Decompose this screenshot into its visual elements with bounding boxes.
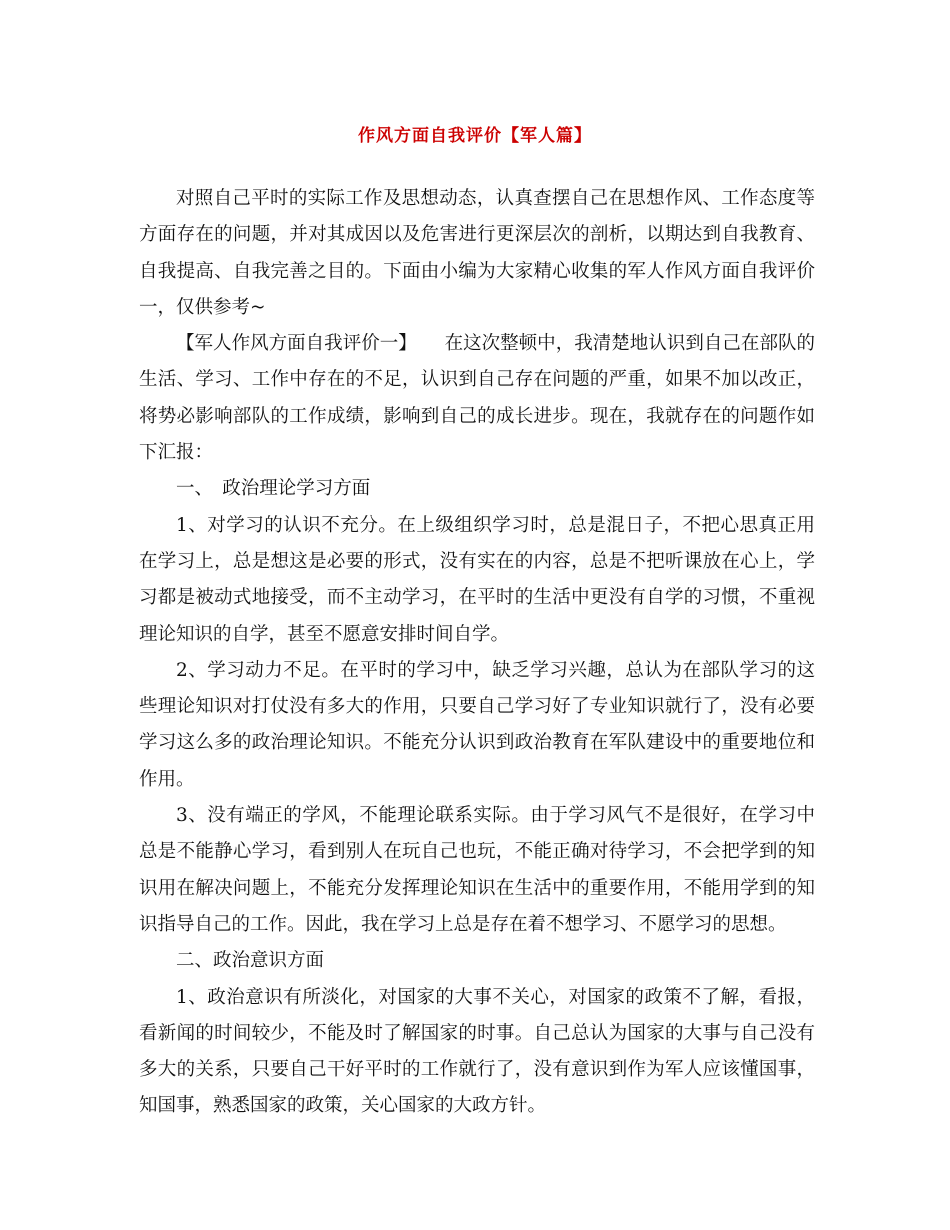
list-item-paragraph: 2、学习动力不足。在平时的学习中，缺乏学习兴趣，总认为在部队学习的这些理论知识对打仗没有多大的作用，只要自己学习好了专业知识就行了，没有必要学习这么多的政治理论知识。不能充分认识到政治教育在军队建设中的重要地位和作用。 <box>139 659 815 790</box>
section-heading-political-awareness: 二、政治意识方面 <box>176 950 325 972</box>
list-item-paragraph: 1、对学习的认识不充分。在上级组织学习时，总是混日子，不把心思真正用在学习上，总是想这是必要的形式，没有实在的内容，总是不把听课放在心上，学习都是被动式地接受，而不主动学习，在平时的生活中更没有自学的习惯，不重视理论知识的自学，甚至不愿意安排时间自学。 <box>139 514 815 645</box>
intro-paragraph: 对照自己平时的实际工作及思想动态，认真查摆自己在思想作风、工作态度等方面存在的问题，并对其成因以及危害进行更深层次的剖析，以期达到自我教育、自我提高、自我完善之目的。下面由小编为大家精心收集的军人作风方面自我评价一，仅供参考~ <box>139 188 815 318</box>
document-title: 作风方面自我评价【军人篇】 <box>358 126 592 146</box>
list-item-paragraph: 3、没有端正的学风，不能理论联系实际。由于学习风气不是很好，在学习中总是不能静心学习，看到别人在玩自己也玩，不能正确对待学习，不会把学到的知识用在解决问题上，不能充分发挥理论知识在生活中的重要作用，不能用学到的知识指导自己的工作。因此，我在学习上总是存在着不想学习、不愿学习的思想。 <box>139 805 815 935</box>
section-heading-political-theory: 一、 政治理论学习方面 <box>176 478 371 500</box>
document-body <box>139 181 815 1125</box>
evaluation-one-paragraph: 【军人作风方面自我评价一】 在这次整顿中，我清楚地认识到自己在部队的生活、学习、工作中存在的不足，认识到自己存在问题的严重，如果不加以改正，将势必影响部队的工作成绩，影响到自己的成长进步。现在，我就存在的问题作如下汇报： <box>139 333 815 464</box>
list-item-paragraph: 1、政治意识有所淡化，对国家的大事不关心，对国家的政策不了解，看报，看新闻的时间较少，不能及时了解国家的时事。自己总认为国家的大事与自己没有多大的关系，只要自己干好平时的工作就行了，没有意识到作为军人应该懂国事，知国事，熟悉国家的政策，关心国家的大政方针。 <box>139 986 815 1117</box>
